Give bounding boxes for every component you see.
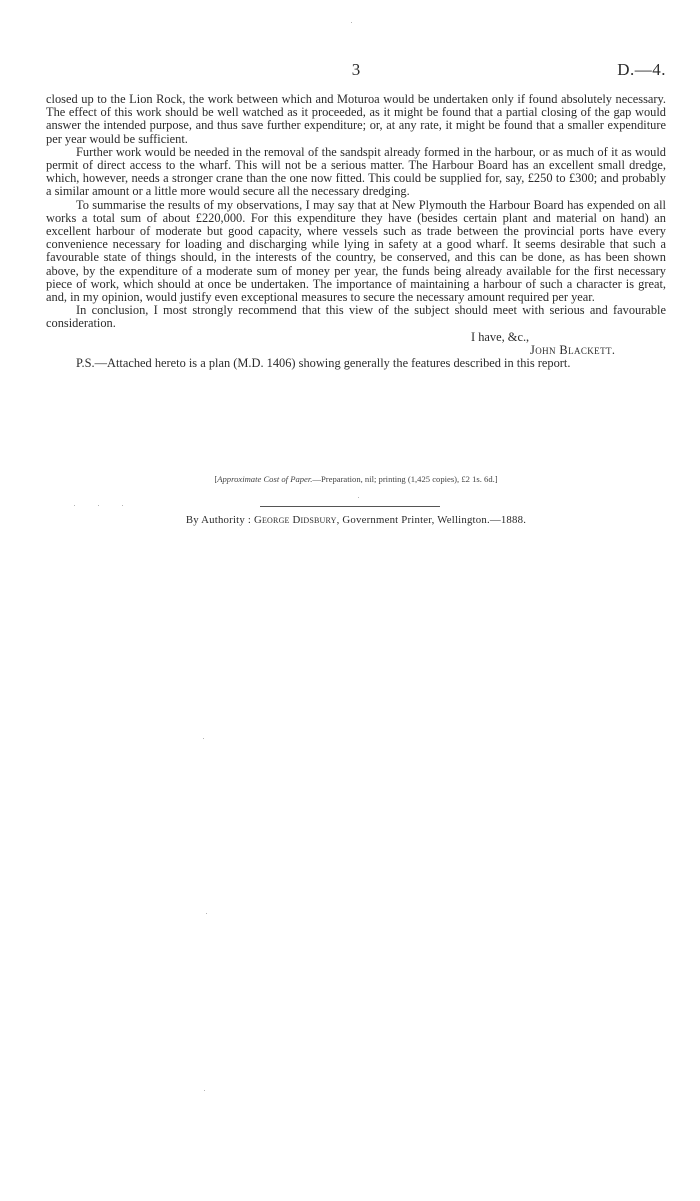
signature: John Blackett.	[530, 342, 616, 357]
paragraph-further-work: Further work would be needed in the removal of the sandspit already formed in the harbour, or as much of it as would permit of direct access to the wharf. This will not be a serious matter. The Harbour Board has an excellent small dredge, which, however, needs a stronger crane than the one now fitted. This could be supplied for, say, £250 to £300; and probably a similar amount or a little more would secure all the necessary dredging.	[46, 144, 666, 199]
paper-speck	[74, 505, 75, 506]
footer-divider	[260, 506, 440, 507]
paper-speck	[98, 505, 99, 506]
page-header	[46, 60, 666, 84]
paper-speck	[204, 1090, 205, 1091]
cost-note-detail: —Preparation, nil; printing (1,425 copies), £2 1s. 6d.	[312, 474, 495, 484]
paragraph-conclusion: In conclusion, I most strongly recommend that this view of the subject should meet with serious and favourable consideration.	[46, 303, 666, 331]
cost-note: [Approximate Cost of Paper.—Preparation, nil; printing (1,425 copies), £2 1s. 6d.]	[214, 474, 498, 484]
report-body	[46, 93, 666, 370]
page-number: 3	[351, 60, 361, 79]
paragraph-summary: To summarise the results of my observations, I may say that at New Plymouth the Harbour Board has expended on all works a total sum of about £220,000. For this expenditure they have (besides certain plant and material on hand) an excellent harbour of moderate but good capacity, where vessels such as trade between the provincial ports have every convenience necessary for loading and discharging while lying in safety at a good wharf. It seems desirable that such a favourable state of things should, in the interests of the country, be conserved, and this can be done, as has been shown above, by the expenditure of a moderate sum of money per year, the funds being already available for the first necessary piece of work, which should at once be undertaken. The importance of maintaining a harbour of such a character is great, and, in my opinion, would justify even exceptional measures to secure the necessary amount required per year.	[46, 197, 666, 305]
printer-imprint	[46, 514, 666, 526]
paragraph-continuation: closed up to the Lion Rock, the work between which and Moturoa would be undertaken only if found absolutely necessary. The effect of this work should be well watched as it proceeded, as it might be found that a partial closing of the gap would answer the intended purpose, and thus save further expenditure; or, at any rate, it might be found that a smaller expenditure per year would be sufficient.	[46, 92, 666, 146]
paper-speck	[351, 22, 352, 23]
imprint-printer-name: George Didsbury	[253, 514, 337, 526]
cost-note-label: Approximate Cost of Paper.	[217, 474, 313, 484]
imprint-prefix: By Authority :	[185, 514, 252, 526]
imprint-suffix: , Government Printer, Wellington.—1888.	[336, 514, 527, 526]
letter-closing	[46, 331, 666, 357]
closing-salutation: I have, &c.,	[471, 329, 530, 344]
paper-speck	[206, 913, 207, 914]
postscript: P.S.—Attached hereto is a plan (M.D. 1406) showing generally the features described in this report.	[76, 355, 571, 370]
document-code: D.—4.	[617, 60, 666, 79]
paper-speck	[358, 497, 359, 498]
paper-speck	[122, 505, 123, 506]
paper-speck	[203, 738, 204, 739]
